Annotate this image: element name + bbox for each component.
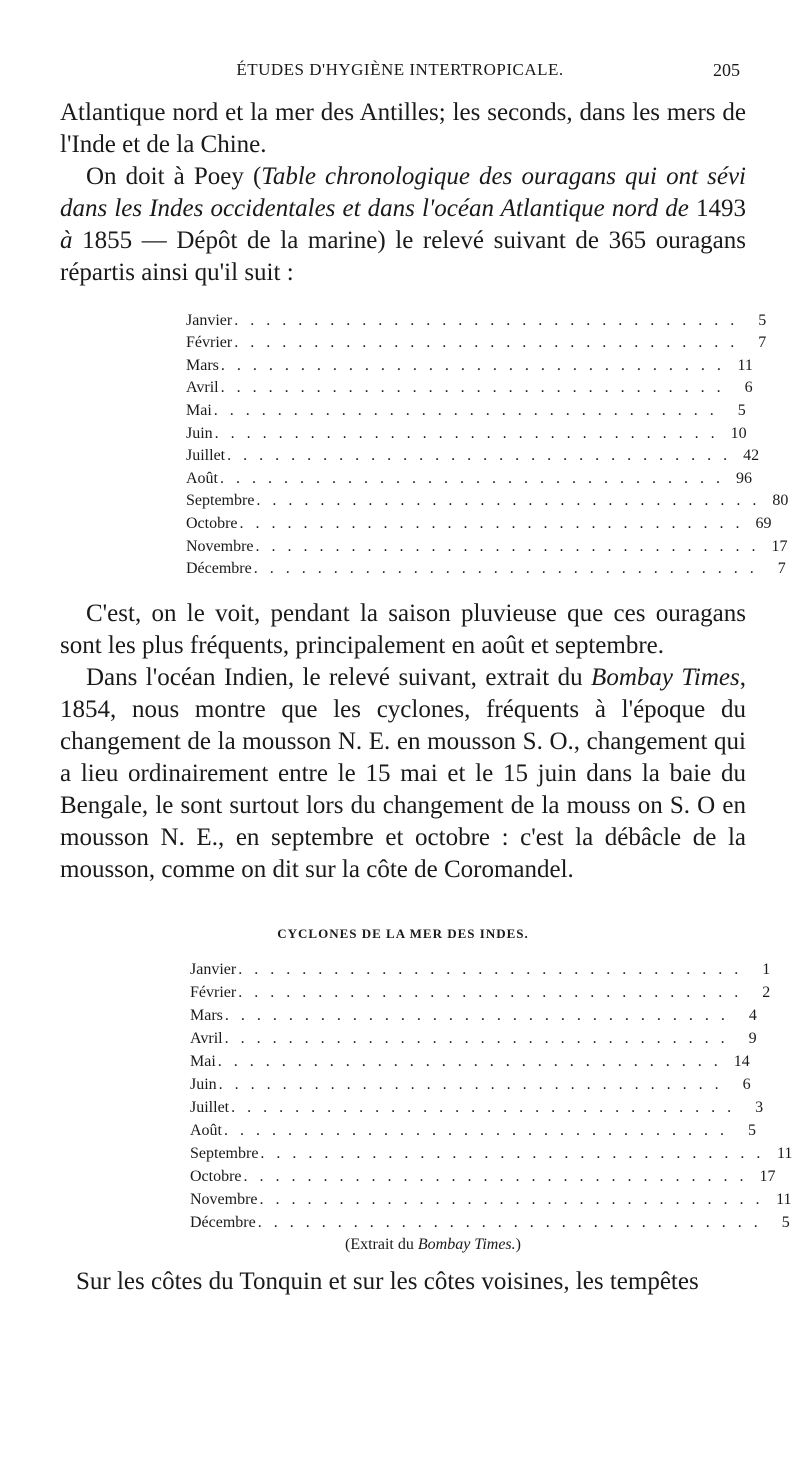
paragraph-4 (60, 662, 746, 886)
count-value: 5 (758, 311, 767, 329)
table-row (190, 1048, 750, 1071)
table-row (190, 1140, 793, 1163)
count-value: 5 (781, 1214, 790, 1232)
table-row (190, 1094, 764, 1117)
table-row (186, 330, 767, 353)
leader-dots: . . . . . . . . . . . . . . . . . . . . . . . . . . . . . . . . (217, 1053, 722, 1071)
month-label: Avril (186, 379, 219, 397)
leader-dots: . . . . . . . . . . . . . . . . . . . . . . . . . . . . . . . . (239, 514, 744, 532)
month-label: Mai (186, 401, 212, 419)
month-label: Septembre (190, 1145, 259, 1163)
count-value: 14 (733, 1053, 750, 1071)
count-value: 42 (743, 447, 760, 465)
running-title: ÉTUDES D'HYGIÈNE INTERTROPICALE. (236, 60, 564, 79)
count-value: 9 (748, 1030, 757, 1048)
month-label: Mars (186, 356, 219, 374)
source-italic: Bombay Times. (417, 1236, 516, 1254)
leader-dots: . . . . . . . . . . . . . . . . . . . . . . . . . . . . . . . . (224, 1030, 729, 1048)
source-text-b: ) (515, 1236, 521, 1254)
table-row (186, 352, 753, 375)
leader-dots: . . . . . . . . . . . . . . . . . . . . . . . . . . . . . . . . (234, 334, 739, 352)
month-label: Janvier (186, 311, 233, 329)
table-row (190, 979, 771, 1002)
table-row (190, 1186, 792, 1209)
leader-dots: . . . . . . . . . . . . . . . . . . . . . . . . . . . . . . . . (260, 1145, 765, 1163)
count-value: 5 (748, 1122, 756, 1140)
leader-dots: . . . . . . . . . . . . . . . . . . . . . . . . . . . . . . . . (234, 311, 739, 329)
table-row (186, 420, 747, 443)
hurricane-table (186, 307, 789, 578)
leader-dots: . . . . . . . . . . . . . . . . . . . . . . . . . . . . . . . . (220, 469, 724, 487)
table-row (186, 465, 752, 488)
table-row (190, 1002, 757, 1025)
leader-dots: . . . . . . . . . . . . . . . . . . . . . . . . . . . . . . . . (220, 356, 725, 374)
count-value: 5 (737, 401, 746, 419)
count-value: 3 (755, 1099, 764, 1117)
table-row (190, 1025, 757, 1048)
count-value: 11 (777, 1145, 793, 1163)
month-label: Novembre (186, 537, 254, 555)
table-row (186, 510, 772, 533)
cyclone-table-source (60, 1236, 746, 1254)
month-label: Février (190, 984, 237, 1002)
count-value: 10 (730, 424, 747, 442)
table-row (190, 1163, 776, 1186)
month-label: Octobre (186, 514, 238, 532)
paragraph-2-text-b: 1855 — Dépôt de la marine) le relevé suivant de 365 ouragans répartis ainsi qu'il suit : (60, 227, 746, 286)
leader-dots: . . . . . . . . . . . . . . . . . . . . . . . . . . . . . . . . (213, 401, 718, 419)
source-text-a: (Extrait du (345, 1236, 418, 1254)
page-number: 205 (713, 60, 740, 80)
month-label: Mai (190, 1053, 216, 1071)
leader-dots: . . . . . . . . . . . . . . . . . . . . . . . . . . . . . . . . (256, 492, 761, 510)
month-label: Septembre (186, 492, 255, 510)
page-body (60, 97, 793, 1298)
month-label: Juillet (186, 447, 226, 465)
table-row (186, 443, 760, 466)
leader-dots: . . . . . . . . . . . . . . . . . . . . . . . . . . . . . . . . (224, 1007, 729, 1025)
table-row (190, 1117, 756, 1140)
count-value: 1 (762, 961, 771, 979)
month-label: Juin (186, 424, 213, 442)
count-value: 69 (755, 514, 772, 532)
count-value: 80 (772, 492, 789, 510)
month-label: Décembre (186, 560, 252, 578)
leader-dots: . . . . . . . . . . . . . . . . . . . . . . . . . . . . . . . . (238, 984, 743, 1002)
leader-dots: . . . . . . . . . . . . . . . . . . . . . . . . . . . . . . . . (255, 537, 760, 555)
count-value: 17 (759, 1168, 776, 1186)
month-label: Juillet (190, 1099, 230, 1117)
count-value: 4 (748, 1007, 757, 1025)
table-row (190, 1209, 790, 1232)
count-value: 17 (771, 537, 788, 555)
month-label: Mars (190, 1007, 223, 1025)
paragraph-2 (60, 161, 746, 289)
leader-dots: . . . . . . . . . . . . . . . . . . . . . . . . . . . . . . . . (259, 1191, 764, 1209)
cyclone-table-caption: CYCLONES DE LA MER DES INDES. (277, 926, 529, 942)
month-label: Janvier (190, 961, 237, 979)
month-label: Décembre (190, 1214, 256, 1232)
paragraph-4-text-a: Dans l'océan Indien, le relevé suivant, extrait du (86, 664, 592, 692)
running-header (60, 60, 740, 94)
month-label: Octobre (190, 1168, 242, 1186)
paragraph-4-text-b: , 1854, nous montre que les cyclones, fréquents à l'époque du changement de la mousson N. E. en mousson S. O., changement qui a lieu ordinairement entre le 15 mai et le 15 juin dans la baie du Bengale, le sont surtout lors du changement de la mouss on S. O en mousson N. E., en septembre et octobre : c'est la débâcle de la mousson, comme on dit sur la côte de Coromandel. (60, 664, 746, 884)
paragraph-2-italic-title: Table chronologique des ouragans qui ont sévi dans les Indes occidentales et dans l'océan Atlantique nord de (60, 163, 747, 222)
table-row (186, 488, 789, 511)
leader-dots: . . . . . . . . . . . . . . . . . . . . . . . . . . . . . . . . (227, 447, 732, 465)
leader-dots: . . . . . . . . . . . . . . . . . . . . . . . . . . . . . . . . (224, 1122, 728, 1140)
table-row (186, 533, 788, 556)
count-value: 6 (744, 379, 753, 397)
paragraph-2-italic-a: à (60, 227, 73, 254)
leader-dots: . . . . . . . . . . . . . . . . . . . . . . . . . . . . . . . . (220, 379, 725, 397)
table-row (186, 307, 767, 330)
month-label: Novembre (190, 1191, 258, 1209)
count-value: 11 (776, 1191, 792, 1209)
leader-dots: . . . . . . . . . . . . . . . . . . . . . . . . . . . . . . . . (238, 961, 743, 979)
paragraph-2-year-start: 1493 (688, 195, 746, 222)
paragraph-2-text-a: On doit à Poey ( (86, 163, 262, 190)
table-row (186, 556, 786, 579)
paragraph-1: Atlantique nord et la mer des Antilles; les seconds, dans les mers de l'Inde et de la Chine. (60, 99, 746, 158)
month-label: Juin (190, 1076, 217, 1094)
cyclone-table (190, 956, 793, 1232)
leader-dots: . . . . . . . . . . . . . . . . . . . . . . . . . . . . . . . . (214, 424, 719, 442)
count-value: 6 (742, 1076, 751, 1094)
month-label: Avril (190, 1030, 223, 1048)
paragraph-4-italic-source: Bombay Times (591, 664, 740, 692)
leader-dots: . . . . . . . . . . . . . . . . . . . . . . . . . . . . . . . . (257, 1214, 762, 1232)
leader-dots: . . . . . . . . . . . . . . . . . . . . . . . . . . . . . . . . (253, 560, 758, 578)
count-value: 7 (777, 560, 786, 578)
count-value: 2 (762, 984, 771, 1002)
table-row (190, 956, 771, 979)
leader-dots: . . . . . . . . . . . . . . . . . . . . . . . . . . . . . . . . (218, 1076, 723, 1094)
month-label: Août (186, 469, 218, 487)
leader-dots: . . . . . . . . . . . . . . . . . . . . . . . . . . . . . . . . (231, 1099, 736, 1117)
month-label: Février (186, 334, 233, 352)
leader-dots: . . . . . . . . . . . . . . . . . . . . . . . . . . . . . . . . (243, 1168, 748, 1186)
count-value: 7 (758, 334, 767, 352)
table-row (190, 1071, 751, 1094)
month-label: Août (190, 1122, 222, 1140)
table-row (186, 397, 746, 420)
count-value: 11 (737, 356, 753, 374)
paragraph-3: C'est, on le voit, pendant la saison pluvieuse que ces ouragans sont les plus fréquents, principalement en août et septembre. (60, 600, 746, 660)
table-row (186, 375, 753, 398)
count-value: 96 (736, 469, 752, 487)
last-line: Sur les côtes du Tonquin et sur les côtes voisines, les tempêtes (76, 1268, 699, 1296)
